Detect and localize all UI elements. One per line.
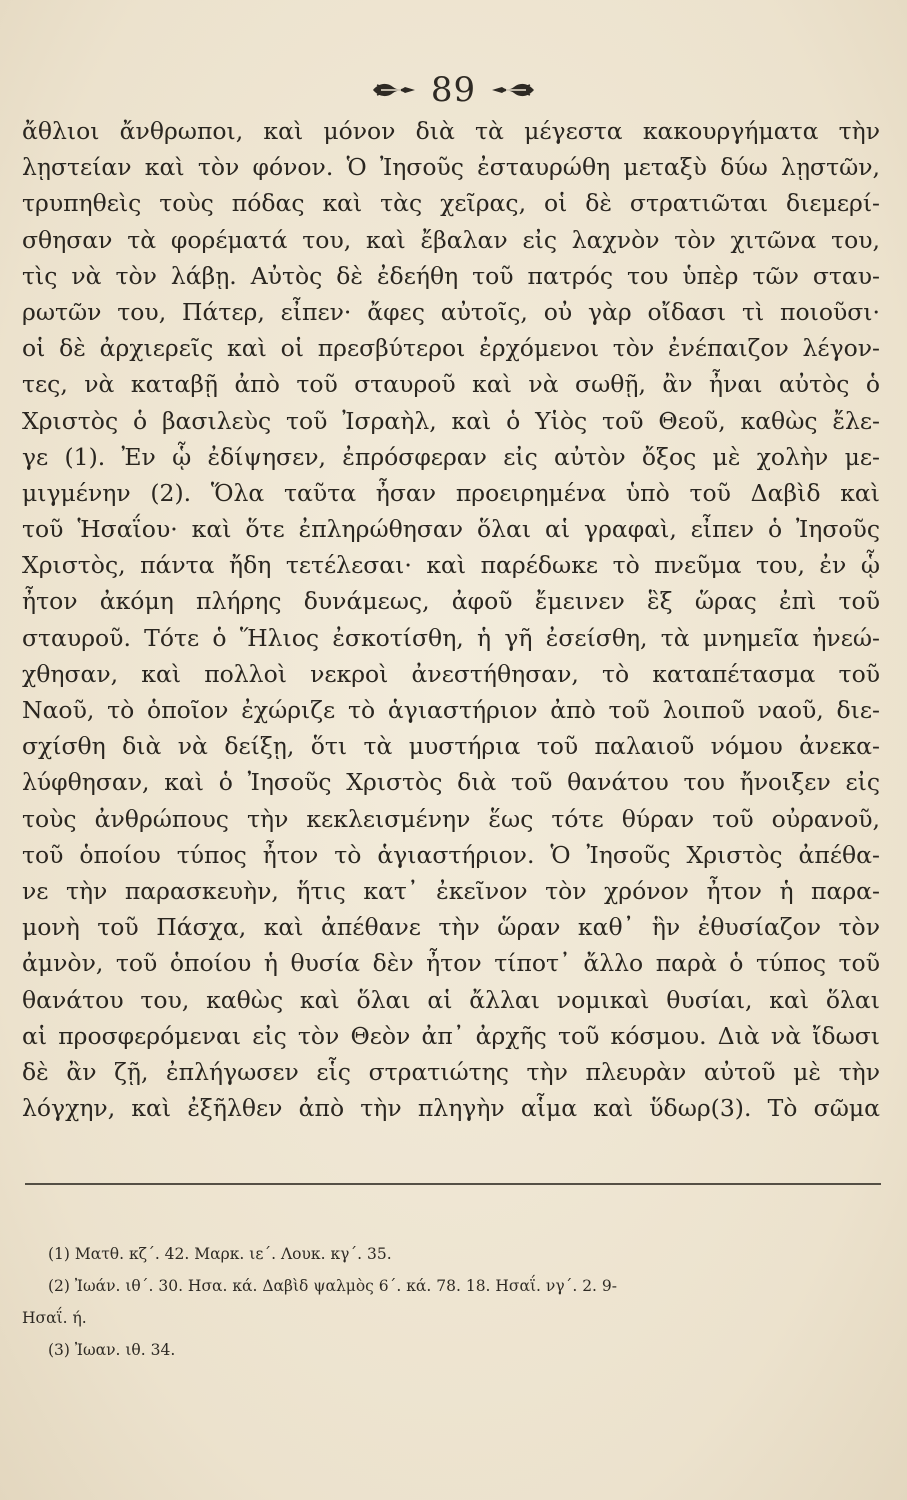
- text-line: μιγμένην (2). Ὅλα ταῦτα ἦσαν προειρημένα ὑπὸ τοῦ Δαβὶδ καὶ: [22, 478, 880, 507]
- text-line: δὲ ἂν ζῇ, ἐπλήγωσεν εἷς στρατιώτης τὴν πλευρὰν αὐτοῦ μὲ τὴν: [22, 1057, 880, 1086]
- text-line: μονὴ τοῦ Πάσχα, καὶ ἀπέθανε τὴν ὥραν καθ᾽ ἣν ἐθυσίαζον τὸν: [22, 913, 880, 942]
- footnote-1: (1) Ματθ. κζ΄. 42. Μαρκ. ιε΄. Λουκ. κγ΄. 35.: [48, 1245, 392, 1263]
- text-line: Χριστὸς, πάντα ἤδη τετέλεσαι· καὶ παρέδωκε τὸ πνεῦμα του, ἐν ᾧ: [22, 551, 880, 580]
- text-line: χθησαν, καὶ πολλοὶ νεκροὶ ἀνεστήθησαν, τὸ καταπέτασμα τοῦ: [22, 659, 880, 688]
- text-line: τρυπηθεὶς τοὺς πόδας καὶ τὰς χεῖρας, οἱ δὲ στρατιῶται διεμερί-: [22, 189, 880, 218]
- text-line: τες, νὰ καταβῇ ἀπὸ τοῦ σταυροῦ καὶ νὰ σωθῇ, ἂν ἦναι αὐτὸς ὁ: [22, 370, 880, 399]
- text-line: λόγχην, καὶ ἐξῆλθεν ἀπὸ τὴν πληγὴν αἷμα καὶ ὕδωρ(3). Τὸ σῶμα: [22, 1094, 880, 1123]
- fleuron-right-icon: [490, 79, 536, 101]
- main-text: [22, 113, 880, 1126]
- text-line: ἀμνὸν, τοῦ ὁποίου ἡ θυσία δὲν ἦτον τίποτ᾽ ἄλλο παρὰ ὁ τύπος τοῦ: [22, 949, 880, 978]
- text-line: σθησαν τὰ φορέματά του, καὶ ἔβαλαν εἰς λαχνὸν τὸν χιτῶνα του,: [22, 225, 880, 254]
- text-line: νε τὴν παρασκευὴν, ἥτις κατ᾽ ἐκεῖνον τὸν χρόνον ἦτον ἡ παρα-: [22, 876, 880, 905]
- text-line: θανάτου του, καθὼς καὶ ὅλαι αἱ ἄλλαι νομικαὶ θυσίαι, καὶ ὅλαι: [22, 985, 880, 1014]
- text-line: οἱ δὲ ἀρχιερεῖς καὶ οἱ πρεσβύτεροι ἐρχόμενοι τὸν ἐνέπαιζον λέγον-: [22, 334, 880, 363]
- page-header: [0, 68, 907, 112]
- page-number: 89: [430, 70, 477, 110]
- footnote-2: (2) Ἰωάν. ιθ΄. 30. Ησα. κά. Δαβὶδ ψαλμὸς 6΄. κά. 78. 18. Ησαΐ. νγ΄. 2. 9-: [48, 1277, 618, 1295]
- footnotes: [22, 1238, 882, 1366]
- text-line: Ναοῦ, τὸ ὁποῖον ἐχώριζε τὸ ἁγιαστήριον ἀπὸ τοῦ λοιποῦ ναοῦ, διε-: [22, 696, 880, 724]
- text-line: ἦτον ἀκόμη πλήρης δυνάμεως, ἀφοῦ ἔμεινεν ἓξ ὥρας ἐπὶ τοῦ: [22, 587, 880, 616]
- text-line: τοῦ Ἡσαΐου· καὶ ὅτε ἐπληρώθησαν ὅλαι αἱ γραφαὶ, εἶπεν ὁ Ἰησοῦς: [22, 515, 880, 544]
- text-line: ρωτῶν του, Πάτερ, εἶπεν· ἄφες αὐτοῖς, οὐ γὰρ οἴδασι τὶ ποιοῦσι·: [22, 297, 880, 326]
- text-line: αἱ προσφερόμεναι εἰς τὸν Θεὸν ἀπ᾽ ἀρχῆς τοῦ κόσμου. Διὰ νὰ ἴδωσι: [22, 1021, 880, 1050]
- fleuron-left-icon: [371, 79, 417, 101]
- text-line: τοῦ ὁποίου τύπος ἦτον τὸ ἁγιαστήριον. Ὁ Ἰησοῦς Χριστὸς ἀπέθα-: [22, 840, 880, 869]
- text-line: λῃστείαν καὶ τὸν φόνον. Ὁ Ἰησοῦς ἐσταυρώθη μεταξὺ δύω λῃστῶν,: [22, 153, 880, 182]
- text-line: Χριστὸς ὁ βασιλεὺς τοῦ Ἰσραὴλ, καὶ ὁ Υἱὸς τοῦ Θεοῦ, καθὼς ἔλε-: [22, 406, 880, 435]
- text-line: γε (1). Ἐν ᾧ ἐδίψησεν, ἐπρόσφεραν εἰς αὐτὸν ὄξος μὲ χολὴν με-: [22, 442, 880, 471]
- footnote-3: (3) Ἰωαν. ιθ. 34.: [48, 1341, 176, 1359]
- text-line: τὶς νὰ τὸν λάβῃ. Αὐτὸς δὲ ἐδεήθη τοῦ πατρός του ὑπὲρ τῶν σταυ-: [22, 261, 880, 290]
- text-line: τοὺς ἀνθρώπους τὴν κεκλεισμένην ἕως τότε θύραν τοῦ οὐρανοῦ,: [22, 804, 880, 833]
- text-line: σχίσθη διὰ νὰ δείξῃ, ὅτι τὰ μυστήρια τοῦ παλαιοῦ νόμου ἀνεκα-: [22, 732, 880, 761]
- text-line: λύφθησαν, καὶ ὁ Ἰησοῦς Χριστὸς διὰ τοῦ θανάτου του ἤνοιξεν εἰς: [22, 768, 880, 797]
- footnote-2-continued: Ησαΐ. ή.: [22, 1309, 87, 1327]
- footnote-divider: [25, 1183, 881, 1185]
- text-line: σταυροῦ. Τότε ὁ Ἥλιος ἐσκοτίσθη, ἡ γῆ ἐσείσθη, τὰ μνημεῖα ἠνεώ-: [22, 623, 880, 652]
- text-line: ἄθλιοι ἄνθρωποι, καὶ μόνον διὰ τὰ μέγεστα κακουργήματα τὴν: [22, 117, 880, 145]
